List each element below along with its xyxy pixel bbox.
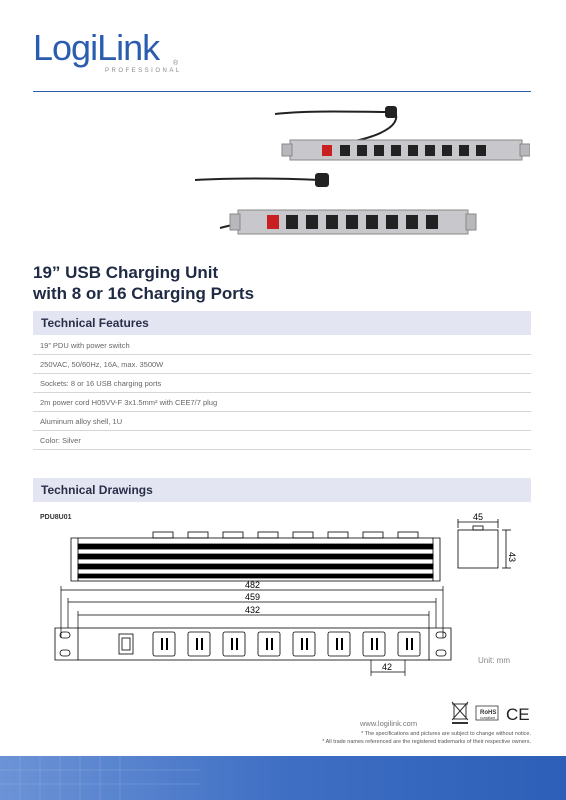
dimension-side-height: 43 [507,552,517,563]
footnote-trademarks: * All trade names referenced are the registered trademarks of their respective owners. [322,739,531,745]
ce-mark: CE [506,705,530,724]
feature-item: 19” PDU with power switch [33,336,531,355]
technical-features-header [33,311,531,335]
feature-item: Color: Silver [33,431,531,450]
certification-marks [450,698,540,726]
product-title [33,262,433,304]
rohs-sublabel: compliant [480,716,495,720]
logo-wordmark: LogiLink [33,27,160,68]
logo-registered-mark: ® [173,60,179,67]
rohs-badge [476,706,498,720]
weee-bin-icon [452,702,468,723]
technical-drawings-header [33,478,531,502]
product-photo-16-port [275,106,530,160]
product-title-line2: with 8 or 16 Charging Ports [33,284,255,303]
model-number: PDU8U01 [40,514,72,521]
product-photos [190,100,530,250]
footer-band [0,756,566,800]
drawing-usb-slots [161,638,413,650]
product-title-line1: 19” USB Charging Unit [33,263,219,282]
logilink-logo [33,27,182,74]
dimension-side-width: 45 [473,512,484,522]
dimension-body: 432 [245,605,261,615]
feature-item: Sockets: 8 or 16 USB charging ports [33,374,531,393]
feature-item: 250VAC, 50/60Hz, 16A, max. 3500W [33,355,531,374]
dimension-overall: 482 [245,580,261,590]
website-url: www.logilink.com [360,719,418,728]
drawing-side-view [458,519,511,568]
footnote-specifications: * The specifications and pictures are subject to change without notice. [361,731,531,737]
technical-drawings-heading: Technical Drawings [41,483,153,497]
drawing-front-view [55,628,451,660]
dimension-mount: 459 [245,592,261,602]
header-rule [33,91,531,92]
product-photo-8-port [195,173,476,234]
dimension-socket-pitch: 42 [382,662,393,672]
technical-features-heading: Technical Features [41,316,149,330]
unit-label: Unit: mm [478,656,510,665]
rohs-label: RoHS [480,710,497,716]
drawing-top-view [71,532,440,581]
logo-tagline: PROFESSIONAL [105,68,182,74]
feature-item: Aluminum alloy shell, 1U [33,412,531,431]
feature-item: 2m power cord H05VV-F 3x1.5mm² with CEE7/7 plug [33,393,531,412]
technical-features-list [33,336,531,450]
technical-drawing [33,510,533,690]
